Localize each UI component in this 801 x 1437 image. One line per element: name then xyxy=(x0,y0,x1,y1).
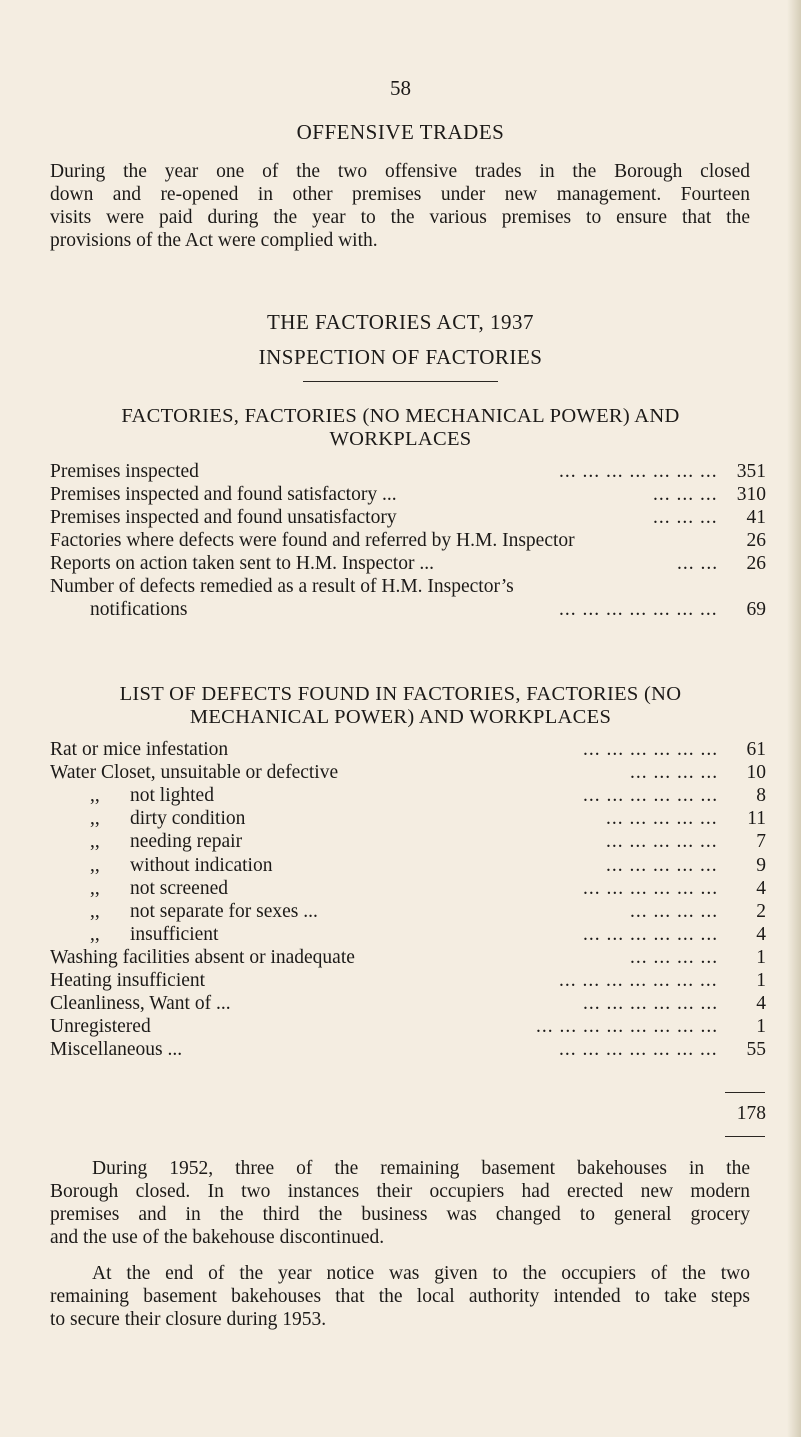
row-value: 8 xyxy=(756,785,766,807)
leader-dots: ... ... ... ... ... ... xyxy=(583,877,719,899)
row-value: 7 xyxy=(756,831,766,853)
row-value: 4 xyxy=(756,877,766,899)
defect-row xyxy=(50,969,766,992)
defects-heading-line1: LIST OF DEFECTS FOUND IN FACTORIES, FACTORIES (NO xyxy=(119,683,682,705)
row-label: notifications xyxy=(90,599,188,620)
defects-heading-line2: MECHANICAL POWER) AND WORKPLACES xyxy=(189,706,612,728)
inspection-row xyxy=(50,483,766,506)
row-label: Premises inspected and found unsatisfactory xyxy=(50,507,397,528)
defect-row xyxy=(50,877,766,900)
row-label: Cleanliness, Want of ... xyxy=(50,993,231,1015)
row-value: 1 xyxy=(756,970,766,991)
row-label: without indication xyxy=(130,854,273,876)
inspection-row xyxy=(50,598,766,621)
ditto-mark: ,, xyxy=(90,785,100,807)
row-value: 2 xyxy=(756,900,766,922)
offensive-trades-paragraph xyxy=(50,160,750,252)
row-label: dirty condition xyxy=(130,808,246,830)
paragraph-line: visits were paid during the year to the various premises to ensure that the xyxy=(50,207,750,228)
inspection-row xyxy=(50,575,766,598)
bakehouses-paragraph-2 xyxy=(50,1262,750,1331)
leader-dots: ... ... ... ... ... xyxy=(606,831,718,853)
leader-dots: ... ... ... ... ... ... ... xyxy=(559,1039,718,1061)
row-label: not lighted xyxy=(130,785,214,807)
defect-row xyxy=(50,1038,766,1061)
row-label: Premises inspected xyxy=(50,461,199,482)
row-label: Factories where defects were found and referred by H.M. Inspector xyxy=(50,530,575,551)
ditto-mark: ,, xyxy=(90,854,100,876)
ditto-mark: ,, xyxy=(90,900,100,922)
paragraph-line: to secure their closure during 1953. xyxy=(50,1309,327,1330)
defect-row xyxy=(50,807,766,830)
leader-dots: ... ... ... ... xyxy=(630,762,719,784)
defects-total-value: 178 xyxy=(736,1103,766,1124)
defect-row xyxy=(50,992,766,1015)
paragraph-line: premises and in the third the business was changed to general grocery xyxy=(50,1204,750,1225)
page-edge-shadow xyxy=(787,0,801,1437)
row-label: Unregistered xyxy=(50,1016,151,1038)
defect-row xyxy=(50,761,766,784)
leader-dots: ... ... ... ... ... ... ... xyxy=(559,461,718,482)
row-value: 55 xyxy=(746,1039,766,1061)
row-value: 10 xyxy=(746,762,766,784)
paragraph-line: and the use of the bakehouse discontinued. xyxy=(50,1227,385,1248)
row-label: needing repair xyxy=(130,831,243,853)
row-label: Rat or mice infestation xyxy=(50,739,229,760)
defect-row xyxy=(50,854,766,877)
total-rule-bottom xyxy=(725,1136,765,1137)
row-label: insufficient xyxy=(130,923,219,945)
page-number: 58 xyxy=(390,76,411,100)
row-value: 351 xyxy=(736,461,766,482)
inspection-of-factories-title: INSPECTION OF FACTORIES xyxy=(258,345,543,369)
paragraph-line: During 1952, three of the remaining basement bakehouses in the xyxy=(92,1158,750,1179)
defect-row xyxy=(50,946,766,969)
row-label: Heating insufficient xyxy=(50,970,206,991)
ditto-mark: ,, xyxy=(90,877,100,899)
row-label: Premises inspected and found satisfactory ... xyxy=(50,484,397,505)
row-label: Water Closet, unsuitable or defective xyxy=(50,762,339,784)
offensive-trades-title: OFFENSIVE TRADES xyxy=(296,120,505,144)
row-value: 41 xyxy=(746,507,766,528)
ditto-mark: ,, xyxy=(90,923,100,945)
leader-dots: ... ... ... ... ... xyxy=(606,808,718,830)
leader-dots: ... ... ... ... ... ... xyxy=(583,923,719,945)
ditto-mark: ,, xyxy=(90,831,100,853)
row-value: 1 xyxy=(756,946,766,968)
row-label: not separate for sexes ... xyxy=(130,900,318,922)
defect-row xyxy=(50,1015,766,1038)
factories-act-title: THE FACTORIES ACT, 1937 xyxy=(266,310,535,334)
row-value: 26 xyxy=(746,553,766,574)
leader-dots: ... ... ... ... ... xyxy=(606,854,718,876)
leader-dots: ... ... ... ... xyxy=(630,900,719,922)
row-value: 61 xyxy=(746,739,766,760)
row-label: Reports on action taken sent to H.M. Inspector ... xyxy=(50,553,434,574)
leader-dots: ... ... ... ... ... ... ... xyxy=(559,599,718,620)
paragraph-line: During the year one of the two offensive trades in the Borough closed xyxy=(50,161,750,182)
section-divider xyxy=(303,381,498,382)
paragraph-line: remaining basement bakehouses that the local authority intended to take steps xyxy=(50,1286,750,1307)
row-label: Washing facilities absent or inadequate xyxy=(50,946,355,968)
row-value: 9 xyxy=(756,854,766,876)
paragraph-line: provisions of the Act were complied with. xyxy=(50,230,378,251)
row-value: 69 xyxy=(746,599,766,620)
defect-row xyxy=(50,923,766,946)
ditto-mark: ,, xyxy=(90,808,100,830)
paragraph-line: At the end of the year notice was given to the occupiers of the two xyxy=(92,1263,750,1284)
row-value: 11 xyxy=(747,808,766,830)
paragraph-line: Borough closed. In two instances their occupiers had erected new modern xyxy=(50,1181,750,1202)
defect-row xyxy=(50,900,766,923)
bakehouses-paragraph-1 xyxy=(50,1157,750,1249)
row-value: 26 xyxy=(746,530,766,551)
row-value: 310 xyxy=(736,484,766,505)
leader-dots: ... ... ... ... xyxy=(630,946,719,968)
leader-dots: ... ... ... xyxy=(653,484,718,505)
row-value: 1 xyxy=(756,1016,766,1038)
paragraph-line: down and re-opened in other premises under new management. Fourteen xyxy=(50,184,750,205)
inspection-heading-line2: WORKPLACES xyxy=(329,428,472,450)
row-label: not screened xyxy=(130,877,228,899)
defects-total-row xyxy=(50,1102,766,1125)
leader-dots: ... ... ... ... ... ... xyxy=(583,993,719,1015)
total-rule-top xyxy=(725,1092,765,1093)
defect-row xyxy=(50,784,766,807)
defect-row xyxy=(50,738,766,761)
inspection-row xyxy=(50,552,766,575)
inspection-row xyxy=(50,460,766,483)
inspection-row xyxy=(50,529,766,552)
row-label: Miscellaneous ... xyxy=(50,1039,183,1061)
leader-dots: ... ... ... ... ... ... xyxy=(583,739,719,760)
leader-dots: ... ... ... ... ... ... xyxy=(583,785,719,807)
row-value: 4 xyxy=(756,993,766,1015)
leader-dots: ... ... ... ... ... ... ... xyxy=(559,970,718,991)
defect-row xyxy=(50,830,766,853)
leader-dots: ... ... ... xyxy=(653,507,718,528)
inspection-row xyxy=(50,506,766,529)
inspection-heading-line1: FACTORIES, FACTORIES (NO MECHANICAL POWER) AND xyxy=(121,405,680,427)
leader-dots: ... ... ... ... ... ... ... ... xyxy=(536,1016,719,1038)
row-value: 4 xyxy=(756,923,766,945)
leader-dots: ... ... xyxy=(677,553,719,574)
row-label: Number of defects remedied as a result of H.M. Inspector’s xyxy=(50,576,514,597)
